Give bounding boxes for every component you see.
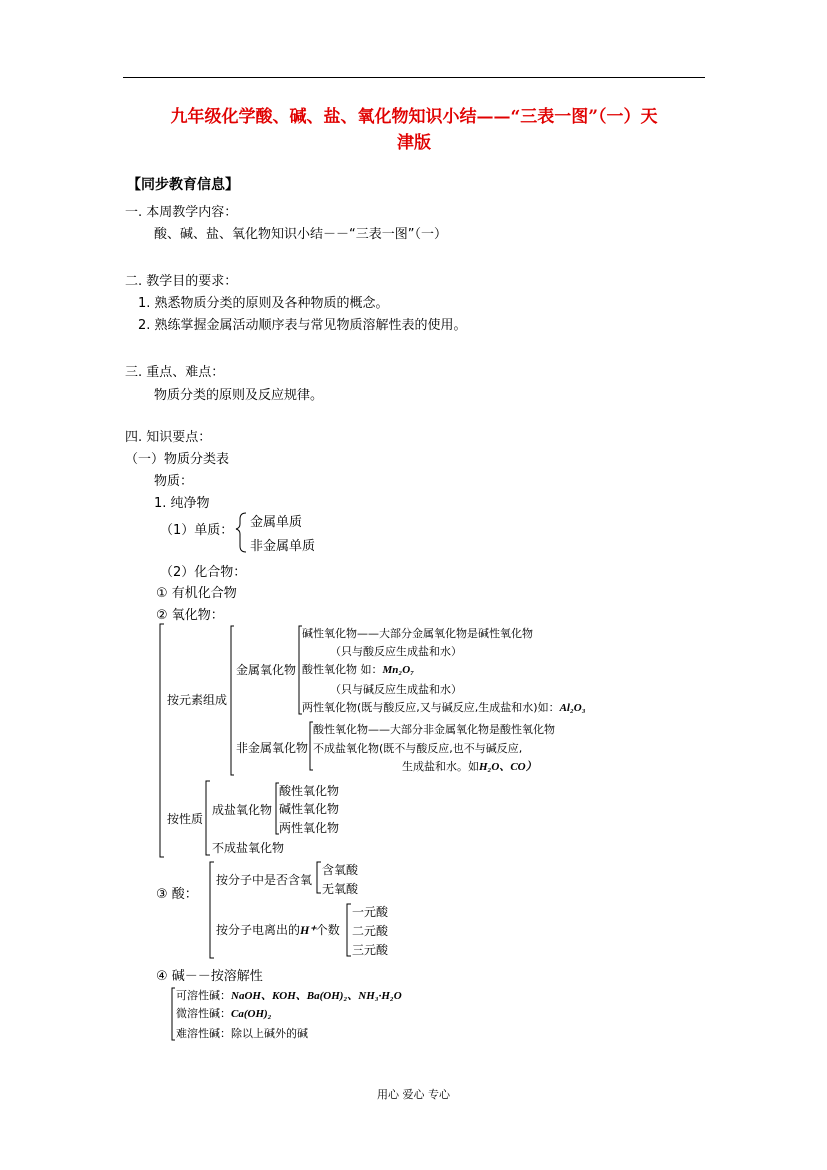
s2-item-1: 1. 熟悉物质分类的原则及各种物质的概念。 [138,296,389,311]
by-oxygen: 按分子中是否含氧 [216,873,313,887]
acidic-oxide-metal: 酸性氧化物 如：Mn₂O₇ [302,663,415,676]
s3-heading: 三. 重点、难点： [125,365,225,380]
organic-compound: ① 有机化合物 [156,586,237,601]
acidic-oxide-prop: 酸性氧化物 [279,784,340,798]
mn2o7-formula: Mn₂O₇ [382,664,415,676]
monoprotic-acid: 一元酸 [352,905,389,919]
by-element: 按元素组成 [167,693,228,707]
acid-label: ③ 酸： [156,887,198,902]
oxyacid: 含氧酸 [322,863,359,877]
basic-oxide-prop: 碱性氧化物 [279,802,340,816]
compound: （2）化合物： [160,565,247,580]
s1-heading: 一. 本周教学内容： [125,205,238,220]
slightly-soluble-formula: Ca(OH)₂ [231,1008,272,1020]
basic-oxide-note: （只与酸反应生成盐和水） [330,645,462,658]
matter-label: 物质： [154,474,194,489]
diprotic-acid: 二元酸 [352,924,389,938]
amphoteric-oxide-prop: 两性氧化物 [279,821,340,835]
nonmetal-oxide-bracket [310,722,313,770]
page-footer: 用心 爱心 专心 [377,1088,450,1101]
nonmetal-oxide: 非金属氧化物 [236,741,309,755]
nonsalt-oxide-prop: 不成盐氧化物 [212,841,285,855]
doc-title-line2: 津版 [397,133,431,153]
element-bracket [231,626,234,775]
amphoteric-oxide-desc: 两性氧化物(既与酸反应,又与碱反应,生成盐和水)如：Al₂O₃ [302,701,586,714]
acidic-oxide-note: （只与碱反应生成盐和水） [330,683,462,696]
base-bracket [172,988,175,1040]
salt-forming-oxide: 成盐氧化物 [212,803,273,817]
doc-title-line1: 九年级化学酸、碱、盐、氧化物知识小结——“三表一图”（一）天 [170,107,658,127]
acid-bracket [210,862,214,958]
base-label: ④ 碱－－按溶解性 [156,969,263,984]
nonoxyacid: 无氧酸 [322,882,359,896]
metal-oxide: 金属氧化物 [236,663,297,677]
by-property: 按性质 [167,812,204,826]
s4-sub1: （一）物质分类表 [125,452,230,467]
nonmetal-simple: 非金属单质 [250,539,316,554]
pure-substance: 1. 纯净物 [154,496,210,511]
nonsalt-oxide-desc-2: 生成盐和水。如H₂O、CO） [402,760,537,773]
oxygen-bracket [317,862,321,893]
h-ion-bracket [347,904,351,956]
basic-oxide-desc: 碱性氧化物——大部分金属氧化物是碱性氧化物 [302,627,533,640]
soluble-base: 可溶性碱：NaOH、KOH、Ba(OH)₂、NH₃·H₂O [176,989,402,1002]
s2-heading: 二. 教学目的要求： [125,274,238,289]
oxide-label: ② 氧化物： [156,608,224,623]
nonsalt-oxide-desc: 不成盐氧化物(既不与酸反应,也不与碱反应, [313,742,523,755]
al2o3-formula: Al₂O₃ [559,702,586,714]
property-bracket [206,781,210,855]
s4-heading: 四. 知识要点： [125,430,212,445]
h-ion-formula: H⁺ [300,923,316,937]
triprotic-acid: 三元酸 [352,943,389,957]
by-h-ions: 按分子电离出的H⁺个数 [216,923,340,937]
simple-substance: （1）单质： [160,523,234,538]
s1-content: 酸、碱、盐、氧化物知识小结－－“三表一图”（一） [154,227,447,242]
simple-brace [236,513,246,552]
salt-forming-bracket [276,783,279,834]
metal-oxide-bracket [299,626,302,714]
soluble-base-formulas: NaOH、KOH、Ba(OH)₂、NH₃·H₂O [231,990,402,1002]
acidic-oxide-nonmetal: 酸性氧化物——大部分非金属氧化物是酸性氧化物 [313,723,555,736]
s2-item-2: 2. 熟练掌握金属活动顺序表与常见物质溶解性表的使用。 [138,318,467,333]
s3-content: 物质分类的原则及反应规律。 [154,388,324,403]
h2o-co-formula: H₂O、CO） [479,761,537,773]
insoluble-base: 难溶性碱：除以上碱外的碱 [176,1027,308,1040]
metal-simple: 金属单质 [250,515,303,530]
oxide-bracket [160,624,164,857]
slightly-soluble-base: 微溶性碱：Ca(OH)₂ [176,1007,272,1020]
section-header: 【同步教育信息】 [127,177,239,193]
